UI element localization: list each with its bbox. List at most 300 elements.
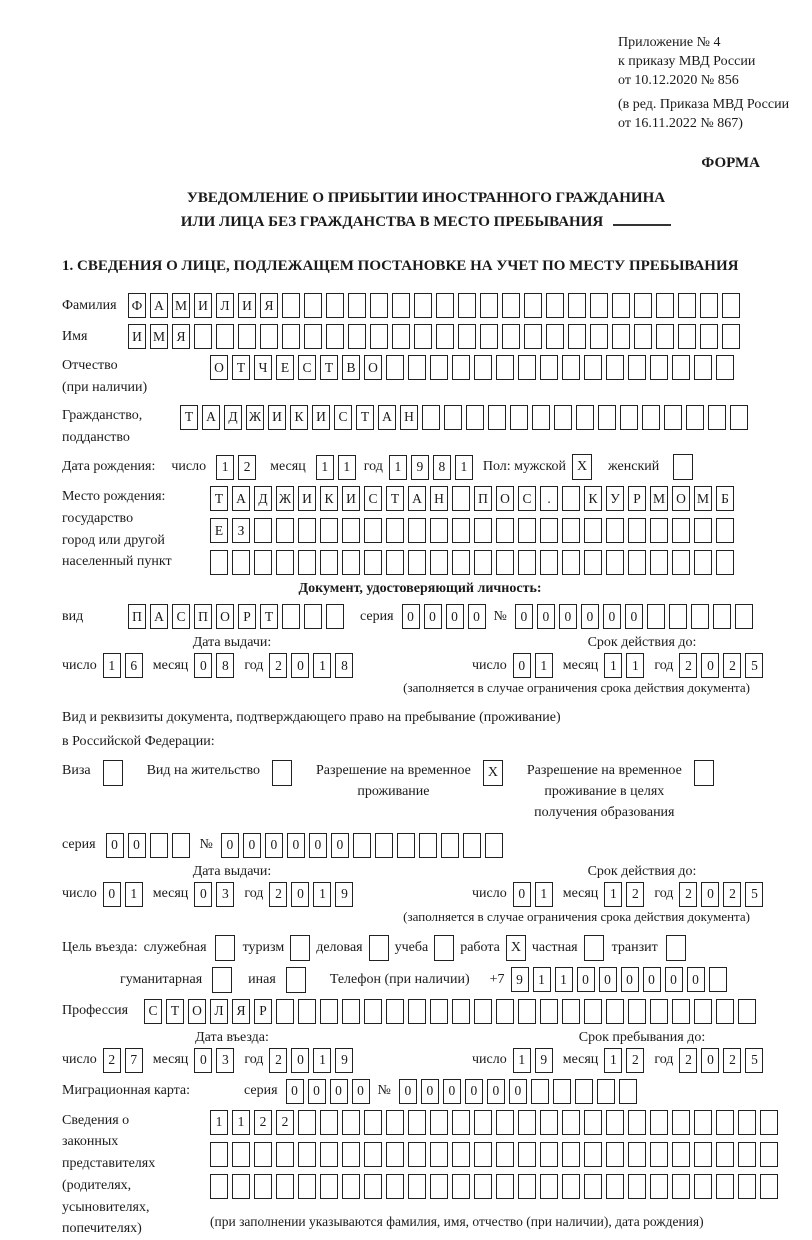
form-cell[interactable]: 0	[665, 967, 683, 992]
form-cell[interactable]	[276, 1142, 294, 1167]
form-cell[interactable]	[326, 604, 344, 629]
form-cell[interactable]	[430, 1142, 448, 1167]
form-cell[interactable]	[364, 1110, 382, 1135]
form-cell[interactable]: Ч	[254, 355, 272, 380]
form-cell[interactable]	[348, 293, 366, 318]
form-cell[interactable]: 0	[487, 1079, 505, 1104]
form-cell[interactable]	[518, 550, 536, 575]
form-cell[interactable]	[656, 293, 674, 318]
purpose-study-checkbox[interactable]	[434, 935, 454, 961]
form-cell[interactable]	[474, 999, 492, 1024]
form-cell[interactable]	[562, 1110, 580, 1135]
form-cell[interactable]: 0	[286, 1079, 304, 1104]
form-cell[interactable]: 0	[509, 1079, 527, 1104]
form-cell[interactable]	[612, 293, 630, 318]
form-cell[interactable]	[342, 518, 360, 543]
form-cell[interactable]: 3	[216, 1048, 234, 1073]
form-cell[interactable]	[716, 1174, 734, 1199]
form-cell[interactable]	[304, 293, 322, 318]
form-cell[interactable]	[669, 604, 687, 629]
form-cell[interactable]: 0	[443, 1079, 461, 1104]
form-cell[interactable]	[584, 550, 602, 575]
form-cell[interactable]	[364, 518, 382, 543]
form-cell[interactable]	[496, 355, 514, 380]
form-cell[interactable]	[452, 1110, 470, 1135]
form-cell[interactable]	[650, 1110, 668, 1135]
form-cell[interactable]	[276, 550, 294, 575]
form-cell[interactable]	[606, 999, 624, 1024]
purpose-humanitarian-checkbox[interactable]	[212, 967, 232, 993]
form-cell[interactable]: Я	[260, 293, 278, 318]
form-cell[interactable]: 1	[604, 882, 622, 907]
form-cell[interactable]	[642, 405, 660, 430]
form-cell[interactable]	[650, 999, 668, 1024]
form-cell[interactable]	[722, 293, 740, 318]
form-cell[interactable]: Б	[716, 486, 734, 511]
form-cell[interactable]	[408, 999, 426, 1024]
form-cell[interactable]	[458, 293, 476, 318]
form-cell[interactable]: М	[650, 486, 668, 511]
form-cell[interactable]: И	[194, 293, 212, 318]
form-cell[interactable]	[342, 1174, 360, 1199]
option-visa-checkbox[interactable]	[103, 760, 123, 786]
form-cell[interactable]	[562, 486, 580, 511]
form-cell[interactable]	[672, 999, 690, 1024]
form-cell[interactable]	[518, 355, 536, 380]
form-cell[interactable]: 1	[232, 1110, 250, 1135]
form-cell[interactable]: И	[312, 405, 330, 430]
form-cell[interactable]	[634, 324, 652, 349]
form-cell[interactable]: 2	[679, 1048, 697, 1073]
form-cell[interactable]	[502, 324, 520, 349]
form-cell[interactable]	[466, 405, 484, 430]
form-cell[interactable]: 0	[194, 653, 212, 678]
form-cell[interactable]	[320, 1110, 338, 1135]
form-cell[interactable]	[730, 405, 748, 430]
form-cell[interactable]: 2	[269, 882, 287, 907]
purpose-work-checkbox[interactable]: X	[506, 935, 526, 961]
form-cell[interactable]	[254, 550, 272, 575]
form-cell[interactable]	[540, 518, 558, 543]
form-cell[interactable]	[386, 1174, 404, 1199]
form-cell[interactable]: 0	[243, 833, 261, 858]
form-cell[interactable]: 0	[308, 1079, 326, 1104]
form-cell[interactable]: Н	[430, 486, 448, 511]
form-cell[interactable]: 6	[125, 653, 143, 678]
form-cell[interactable]	[452, 486, 470, 511]
form-cell[interactable]	[342, 999, 360, 1024]
form-cell[interactable]	[584, 1110, 602, 1135]
form-cell[interactable]	[694, 1142, 712, 1167]
form-cell[interactable]: 0	[559, 604, 577, 629]
form-cell[interactable]	[540, 1142, 558, 1167]
form-cell[interactable]	[485, 833, 503, 858]
form-cell[interactable]	[691, 604, 709, 629]
form-cell[interactable]	[760, 1142, 778, 1167]
form-cell[interactable]	[606, 518, 624, 543]
form-cell[interactable]	[496, 1142, 514, 1167]
form-cell[interactable]	[397, 833, 415, 858]
form-cell[interactable]	[722, 324, 740, 349]
form-cell[interactable]	[553, 1079, 571, 1104]
form-cell[interactable]: 0	[468, 604, 486, 629]
form-cell[interactable]: Ж	[276, 486, 294, 511]
form-cell[interactable]	[441, 833, 459, 858]
form-cell[interactable]	[575, 1079, 593, 1104]
form-cell[interactable]	[694, 999, 712, 1024]
form-cell[interactable]	[254, 1174, 272, 1199]
form-cell[interactable]	[518, 1174, 536, 1199]
form-cell[interactable]	[716, 1110, 734, 1135]
form-cell[interactable]: 1	[216, 455, 234, 480]
form-cell[interactable]: 0	[309, 833, 327, 858]
form-cell[interactable]: О	[210, 355, 228, 380]
form-cell[interactable]	[452, 999, 470, 1024]
form-cell[interactable]	[628, 1142, 646, 1167]
form-cell[interactable]	[444, 405, 462, 430]
form-cell[interactable]	[298, 1110, 316, 1135]
form-cell[interactable]	[452, 355, 470, 380]
form-cell[interactable]	[430, 550, 448, 575]
form-cell[interactable]: 0	[287, 833, 305, 858]
form-cell[interactable]	[735, 604, 753, 629]
form-cell[interactable]	[452, 1142, 470, 1167]
form-cell[interactable]	[480, 324, 498, 349]
form-cell[interactable]	[606, 1110, 624, 1135]
form-cell[interactable]	[672, 518, 690, 543]
form-cell[interactable]	[320, 1174, 338, 1199]
form-cell[interactable]: Т	[166, 999, 184, 1024]
form-cell[interactable]: 2	[723, 882, 741, 907]
form-cell[interactable]	[422, 405, 440, 430]
form-cell[interactable]	[716, 518, 734, 543]
form-cell[interactable]	[760, 1110, 778, 1135]
form-cell[interactable]: 0	[465, 1079, 483, 1104]
form-cell[interactable]	[672, 1142, 690, 1167]
form-cell[interactable]	[298, 518, 316, 543]
form-cell[interactable]: Т	[180, 405, 198, 430]
form-cell[interactable]: 2	[679, 882, 697, 907]
form-cell[interactable]: Ж	[246, 405, 264, 430]
form-cell[interactable]: 1	[210, 1110, 228, 1135]
form-cell[interactable]	[254, 1142, 272, 1167]
purpose-business-checkbox[interactable]	[215, 935, 235, 961]
form-cell[interactable]: У	[606, 486, 624, 511]
option-residence-permit-checkbox[interactable]	[272, 760, 292, 786]
form-cell[interactable]	[584, 518, 602, 543]
form-cell[interactable]: И	[128, 324, 146, 349]
form-cell[interactable]	[342, 1142, 360, 1167]
form-cell[interactable]	[326, 324, 344, 349]
form-cell[interactable]	[172, 833, 190, 858]
form-cell[interactable]: 0	[424, 604, 442, 629]
form-cell[interactable]: 0	[701, 1048, 719, 1073]
form-cell[interactable]: Т	[210, 486, 228, 511]
form-cell[interactable]	[408, 1142, 426, 1167]
form-cell[interactable]	[597, 1079, 615, 1104]
form-cell[interactable]	[232, 1142, 250, 1167]
form-cell[interactable]	[628, 550, 646, 575]
form-cell[interactable]: 9	[511, 967, 529, 992]
form-cell[interactable]	[738, 1110, 756, 1135]
form-cell[interactable]: Р	[238, 604, 256, 629]
form-cell[interactable]	[436, 324, 454, 349]
form-cell[interactable]: 0	[599, 967, 617, 992]
form-cell[interactable]: 0	[581, 604, 599, 629]
form-cell[interactable]	[647, 604, 665, 629]
form-cell[interactable]: 0	[687, 967, 705, 992]
form-cell[interactable]: Т	[386, 486, 404, 511]
form-cell[interactable]: 0	[603, 604, 621, 629]
form-cell[interactable]: 1	[604, 1048, 622, 1073]
form-cell[interactable]	[606, 550, 624, 575]
form-cell[interactable]	[650, 1174, 668, 1199]
form-cell[interactable]	[672, 355, 690, 380]
form-cell[interactable]: 1	[389, 455, 407, 480]
form-cell[interactable]	[474, 355, 492, 380]
form-cell[interactable]: Е	[276, 355, 294, 380]
form-cell[interactable]: О	[672, 486, 690, 511]
form-cell[interactable]: 0	[513, 882, 531, 907]
form-cell[interactable]	[436, 293, 454, 318]
form-cell[interactable]	[716, 999, 734, 1024]
form-cell[interactable]	[562, 999, 580, 1024]
form-cell[interactable]	[463, 833, 481, 858]
option-temp-residence-checkbox[interactable]: X	[483, 760, 503, 786]
form-cell[interactable]: И	[342, 486, 360, 511]
form-cell[interactable]	[408, 1110, 426, 1135]
form-cell[interactable]: 1	[626, 653, 644, 678]
form-cell[interactable]: 3	[216, 882, 234, 907]
form-cell[interactable]	[276, 518, 294, 543]
form-cell[interactable]: 0	[103, 882, 121, 907]
form-cell[interactable]	[298, 1174, 316, 1199]
form-cell[interactable]	[326, 293, 344, 318]
form-cell[interactable]	[408, 355, 426, 380]
purpose-private-checkbox[interactable]	[584, 935, 604, 961]
form-cell[interactable]: К	[290, 405, 308, 430]
form-cell[interactable]: 0	[621, 967, 639, 992]
form-cell[interactable]	[678, 324, 696, 349]
form-cell[interactable]: 5	[745, 882, 763, 907]
form-cell[interactable]	[496, 550, 514, 575]
form-cell[interactable]	[546, 324, 564, 349]
form-cell[interactable]	[584, 1174, 602, 1199]
form-cell[interactable]	[620, 405, 638, 430]
form-cell[interactable]	[320, 999, 338, 1024]
form-cell[interactable]	[540, 1110, 558, 1135]
form-cell[interactable]	[386, 999, 404, 1024]
form-cell[interactable]: 0	[513, 653, 531, 678]
purpose-commercial-checkbox[interactable]	[369, 935, 389, 961]
form-cell[interactable]: 0	[643, 967, 661, 992]
form-cell[interactable]: 0	[701, 882, 719, 907]
form-cell[interactable]: М	[694, 486, 712, 511]
form-cell[interactable]	[408, 1174, 426, 1199]
form-cell[interactable]	[320, 518, 338, 543]
form-cell[interactable]	[370, 324, 388, 349]
form-cell[interactable]	[364, 999, 382, 1024]
form-cell[interactable]	[282, 604, 300, 629]
form-cell[interactable]	[716, 550, 734, 575]
form-cell[interactable]	[590, 293, 608, 318]
form-cell[interactable]	[496, 999, 514, 1024]
form-cell[interactable]	[342, 1110, 360, 1135]
form-cell[interactable]	[540, 355, 558, 380]
form-cell[interactable]	[650, 518, 668, 543]
form-cell[interactable]	[760, 1174, 778, 1199]
form-cell[interactable]	[419, 833, 437, 858]
form-cell[interactable]	[678, 293, 696, 318]
form-cell[interactable]: П	[194, 604, 212, 629]
form-cell[interactable]: Т	[356, 405, 374, 430]
form-cell[interactable]	[364, 550, 382, 575]
form-cell[interactable]	[304, 604, 322, 629]
form-cell[interactable]	[458, 324, 476, 349]
form-cell[interactable]: 2	[103, 1048, 121, 1073]
form-cell[interactable]	[568, 324, 586, 349]
form-cell[interactable]	[518, 1142, 536, 1167]
form-cell[interactable]: 0	[402, 604, 420, 629]
form-cell[interactable]	[672, 550, 690, 575]
sex-female-checkbox[interactable]	[673, 454, 693, 480]
form-cell[interactable]	[452, 550, 470, 575]
form-cell[interactable]: .	[540, 486, 558, 511]
form-cell[interactable]: К	[320, 486, 338, 511]
form-cell[interactable]	[210, 550, 228, 575]
form-cell[interactable]: 0	[291, 882, 309, 907]
form-cell[interactable]: 1	[604, 653, 622, 678]
form-cell[interactable]: С	[144, 999, 162, 1024]
form-cell[interactable]: 0	[330, 1079, 348, 1104]
form-cell[interactable]: 8	[335, 653, 353, 678]
form-cell[interactable]: А	[150, 293, 168, 318]
form-cell[interactable]	[562, 518, 580, 543]
form-cell[interactable]	[386, 355, 404, 380]
form-cell[interactable]	[452, 518, 470, 543]
form-cell[interactable]	[628, 518, 646, 543]
form-cell[interactable]: Р	[628, 486, 646, 511]
form-cell[interactable]	[694, 518, 712, 543]
form-cell[interactable]	[709, 967, 727, 992]
form-cell[interactable]: 8	[216, 653, 234, 678]
form-cell[interactable]	[392, 324, 410, 349]
form-cell[interactable]	[650, 1142, 668, 1167]
form-cell[interactable]: 2	[269, 1048, 287, 1073]
form-cell[interactable]: 0	[625, 604, 643, 629]
purpose-other-checkbox[interactable]	[286, 967, 306, 993]
form-cell[interactable]	[628, 999, 646, 1024]
form-cell[interactable]	[518, 518, 536, 543]
form-cell[interactable]: 1	[313, 1048, 331, 1073]
form-cell[interactable]	[598, 405, 616, 430]
form-cell[interactable]: В	[342, 355, 360, 380]
form-cell[interactable]: А	[150, 604, 168, 629]
form-cell[interactable]: 5	[745, 653, 763, 678]
form-cell[interactable]: 1	[125, 882, 143, 907]
form-cell[interactable]	[716, 355, 734, 380]
form-cell[interactable]	[546, 293, 564, 318]
form-cell[interactable]	[386, 518, 404, 543]
form-cell[interactable]: И	[268, 405, 286, 430]
form-cell[interactable]: 9	[535, 1048, 553, 1073]
form-cell[interactable]: П	[128, 604, 146, 629]
form-cell[interactable]	[694, 355, 712, 380]
form-cell[interactable]: 0	[399, 1079, 417, 1104]
form-cell[interactable]: С	[518, 486, 536, 511]
form-cell[interactable]	[298, 1142, 316, 1167]
form-cell[interactable]	[650, 355, 668, 380]
form-cell[interactable]	[210, 1174, 228, 1199]
form-cell[interactable]: 0	[421, 1079, 439, 1104]
form-cell[interactable]: 0	[221, 833, 239, 858]
form-cell[interactable]	[254, 518, 272, 543]
form-cell[interactable]: О	[496, 486, 514, 511]
form-cell[interactable]	[364, 1174, 382, 1199]
purpose-transit-checkbox[interactable]	[666, 935, 686, 961]
form-cell[interactable]	[375, 833, 393, 858]
form-cell[interactable]	[576, 405, 594, 430]
form-cell[interactable]: С	[334, 405, 352, 430]
form-cell[interactable]	[480, 293, 498, 318]
form-cell[interactable]	[320, 1142, 338, 1167]
form-cell[interactable]	[342, 550, 360, 575]
form-cell[interactable]	[320, 550, 338, 575]
form-cell[interactable]: И	[238, 293, 256, 318]
form-cell[interactable]: 5	[745, 1048, 763, 1073]
form-cell[interactable]: Л	[216, 293, 234, 318]
form-cell[interactable]: 0	[128, 833, 146, 858]
form-cell[interactable]: Д	[224, 405, 242, 430]
form-cell[interactable]	[474, 1110, 492, 1135]
form-cell[interactable]	[584, 1142, 602, 1167]
form-cell[interactable]	[634, 293, 652, 318]
form-cell[interactable]: 0	[577, 967, 595, 992]
form-cell[interactable]	[524, 324, 542, 349]
form-cell[interactable]: 0	[106, 833, 124, 858]
form-cell[interactable]: 2	[276, 1110, 294, 1135]
form-cell[interactable]: 0	[701, 653, 719, 678]
form-cell[interactable]: З	[232, 518, 250, 543]
form-cell[interactable]	[738, 999, 756, 1024]
form-cell[interactable]: 0	[194, 882, 212, 907]
form-cell[interactable]	[452, 1174, 470, 1199]
form-cell[interactable]: 1	[533, 967, 551, 992]
form-cell[interactable]	[276, 1174, 294, 1199]
form-cell[interactable]	[716, 1142, 734, 1167]
form-cell[interactable]	[232, 1174, 250, 1199]
form-cell[interactable]: М	[150, 324, 168, 349]
form-cell[interactable]	[562, 1174, 580, 1199]
form-cell[interactable]	[414, 324, 432, 349]
form-cell[interactable]	[554, 405, 572, 430]
form-cell[interactable]	[502, 293, 520, 318]
form-cell[interactable]	[232, 550, 250, 575]
form-cell[interactable]	[664, 405, 682, 430]
form-cell[interactable]: Д	[254, 486, 272, 511]
form-cell[interactable]: 2	[238, 455, 256, 480]
form-cell[interactable]	[650, 550, 668, 575]
form-cell[interactable]	[430, 518, 448, 543]
form-cell[interactable]: И	[298, 486, 316, 511]
form-cell[interactable]: 1	[555, 967, 573, 992]
form-cell[interactable]: Е	[210, 518, 228, 543]
form-cell[interactable]	[700, 324, 718, 349]
form-cell[interactable]	[540, 1174, 558, 1199]
form-cell[interactable]	[282, 293, 300, 318]
form-cell[interactable]: С	[364, 486, 382, 511]
form-cell[interactable]: Т	[320, 355, 338, 380]
